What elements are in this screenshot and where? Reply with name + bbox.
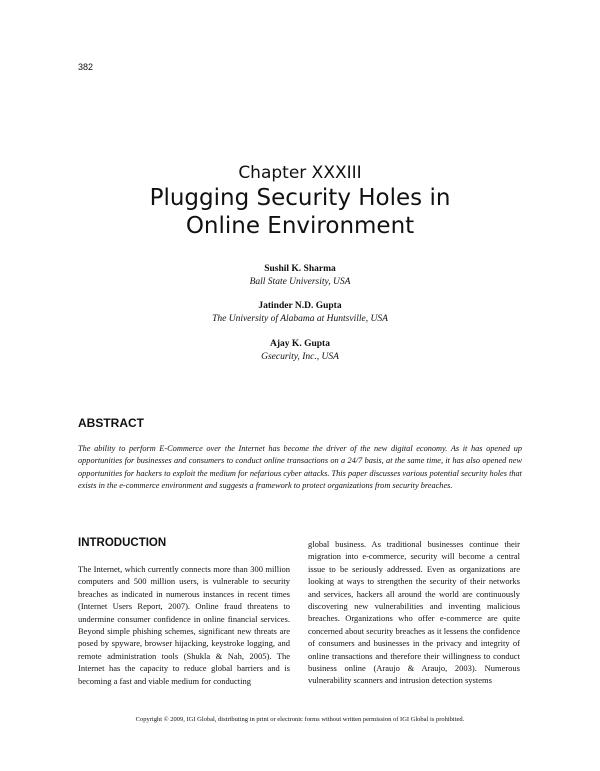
author-name: Jatinder N.D. Gupta [258,301,342,311]
author-block [0,263,600,289]
author-affiliation: Ball State University, USA [249,277,351,287]
author-block [0,338,600,364]
chapter-title-line-2: Online Environment [185,213,415,239]
author-block [0,300,600,326]
page-number: 382 [78,62,94,72]
author-affiliation: The University of Alabama at Huntsville, USA [212,314,388,324]
abstract-text: The ability to perform E-Commerce over the Internet has become the driver of the new digital economy. As it has opened up opportunities for businesses and consumers to conduct online transactions on a 24/7 basis, at the same time, it has also opened new opportunities for hackers to exploit the medium for nefarious cyber attacks. This paper discusses various potential security holes that exists in the e-commerce environment and suggests a framework to protect organizations from security breaches. [78,444,522,491]
author-affiliation: Gsecurity, Inc., USA [261,352,339,362]
author-name: Ajay K. Gupta [270,339,330,349]
chapter-title [0,184,600,240]
abstract-heading: ABSTRACT [78,416,144,430]
chapter-title-line-1: Plugging Security Holes in [149,185,451,211]
chapter-label: Chapter XXXIII [238,163,362,183]
body-column-right: global business. As traditional businesses continue their migration into e-commerce, security will become a central issue to be seriously addressed. Even as organizations are looking at ways to strengthen the security of their networks and services, hackers all around the world are continuously discovering new vulnerabilities and inventing malicious breaches. Organizations who offer e-commerce are quite concerned about security breaches as it lessens the confidence of consumers and businesses in the privacy and integrity of online transactions and therefore their willingness to conduct business online (Araujo & Araujo, 2003). Numerous vulnerability scanners and intrusion detection systems [308,539,520,686]
author-name: Sushil K. Sharma [264,264,336,274]
copyright-notice: Copyright © 2009, IGI Global, distributing in print or electronic forms without written permission of IGI Global is prohibited. [135,716,465,723]
introduction-heading: INTRODUCTION [78,537,167,549]
body-column-left: The Internet, which currently connects more than 300 million computers and 500 million users, is vulnerable to security breaches as indicated in numerous instances in recent times (Internet Users Report, 2007). Online fraud threatens to undermine consumer confidence in online financial services. Beyond simple phishing schemes, significant new threats are posed by spyware, browser hijacking, keystroke logging, and remote administration tools (Shukla & Nah, 2005). The Internet has the capacity to reduce global barriers and is becoming a fast and viable medium for conducting [78,564,290,686]
